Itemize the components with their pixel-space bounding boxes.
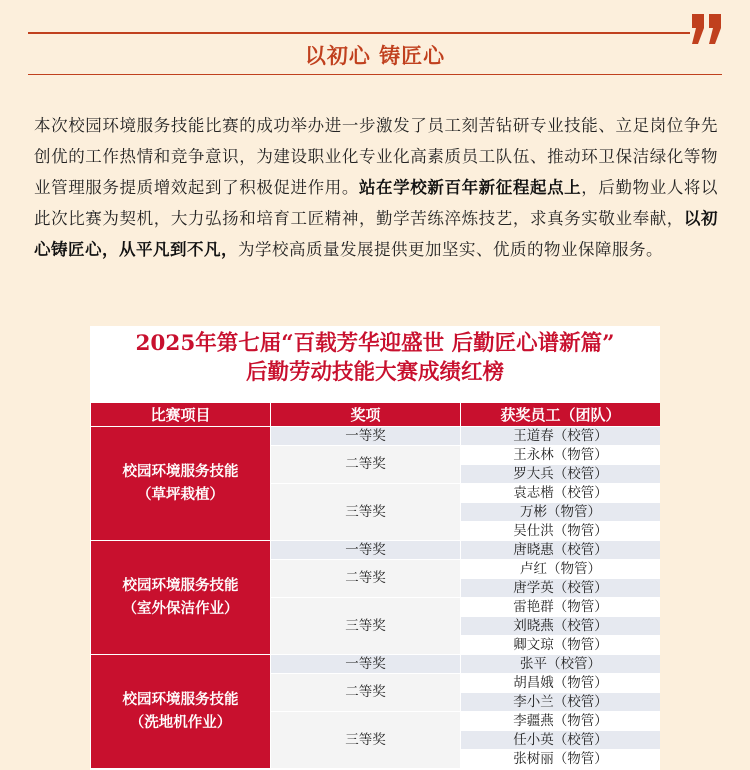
event-name-line1: 校园环境服务技能 (122, 691, 239, 708)
award-cell: 二等奖 (271, 446, 461, 484)
winner-cell: 刘晓燕（校管） (461, 617, 661, 636)
event-name-line1: 校园环境服务技能 (122, 577, 239, 594)
winner-cell: 张平（校管） (461, 655, 661, 674)
board-title-line1: 2025年第七届“百载芳华迎盛世 后勤匠心谱新篇” (135, 331, 615, 356)
paragraph-text-2: ，后勤物业人将以此次比赛为契机，大力弘扬和培育工匠精神，勤学苦练淬炼技艺，求真务实敬业奉献， (34, 178, 719, 228)
winner-cell: 任小英（校管） (461, 731, 661, 750)
winner-cell: 唐学英（校管） (461, 579, 661, 598)
winner-cell: 卢红（物管） (461, 560, 661, 579)
article-paragraph (34, 110, 718, 265)
board-title-line2: 后勤劳动技能大赛成绩红榜 (245, 360, 504, 385)
winner-cell: 万彬（物管） (461, 503, 661, 522)
award-cell: 二等奖 (271, 560, 461, 598)
header-award: 奖项 (271, 403, 461, 427)
header-rule-bottom (28, 74, 722, 75)
board-title (90, 330, 660, 388)
winner-cell: 卿文琼（物管） (461, 636, 661, 655)
award-cell: 一等奖 (271, 427, 461, 446)
table-row (91, 427, 661, 446)
award-cell: 三等奖 (271, 712, 461, 769)
winner-cell: 吴仕洪（物管） (461, 522, 661, 541)
event-cell (91, 427, 271, 541)
header-event: 比赛项目 (91, 403, 271, 427)
award-cell: 三等奖 (271, 598, 461, 655)
winner-cell: 王永林（物管） (461, 446, 661, 465)
paragraph-bold-2: 以初心铸匠心，从平凡到不凡， (34, 209, 719, 259)
event-cell (91, 655, 271, 769)
winner-cell: 罗大兵（校管） (461, 465, 661, 484)
award-cell: 一等奖 (271, 655, 461, 674)
section-title: 以初心 铸匠心 (304, 44, 446, 68)
paragraph-bold-1: 站在学校新百年新征程起点上 (358, 178, 582, 197)
award-cell: 三等奖 (271, 484, 461, 541)
winner-cell: 李疆燕（物管） (461, 712, 661, 731)
winner-cell: 张树丽（物管） (461, 750, 661, 769)
winner-cell: 唐晓惠（校管） (461, 541, 661, 560)
table-header-row (91, 403, 661, 427)
event-name-line1: 校园环境服务技能 (122, 463, 239, 480)
paragraph-text-3: 为学校高质量发展提供更加坚实、优质的物业保障服务。 (238, 240, 663, 259)
honor-board (90, 326, 660, 770)
event-cell (91, 541, 271, 655)
header-winner: 获奖员工（团队） (461, 403, 661, 427)
header-rule-top (28, 32, 690, 34)
winner-cell: 袁志楷（校管） (461, 484, 661, 503)
winner-cell: 李小兰（校管） (461, 693, 661, 712)
paragraph-text-1: 本次校园环境服务技能比赛的成功举办进一步激发了员工刻苦钻研专业技能、立足岗位争先创优的工作热情和竞争意识，为建设职业化专业化高素质员工队伍、推动环卫保洁绿化等物业管理服务提质增效起到了积极促进作用。 (34, 116, 718, 197)
event-name-line2: （洗地机作业） (129, 714, 232, 731)
winner-cell: 胡昌娥（物管） (461, 674, 661, 693)
table-row (91, 655, 661, 674)
award-cell: 二等奖 (271, 674, 461, 712)
award-cell: 一等奖 (271, 541, 461, 560)
table-row (91, 541, 661, 560)
event-name-line2: （室外保洁作业） (122, 600, 239, 617)
event-name-line2: （草坪栽植） (137, 486, 224, 503)
winner-cell: 雷艳群（物管） (461, 598, 661, 617)
winner-cell: 王道春（校管） (461, 427, 661, 446)
results-table (90, 402, 660, 769)
